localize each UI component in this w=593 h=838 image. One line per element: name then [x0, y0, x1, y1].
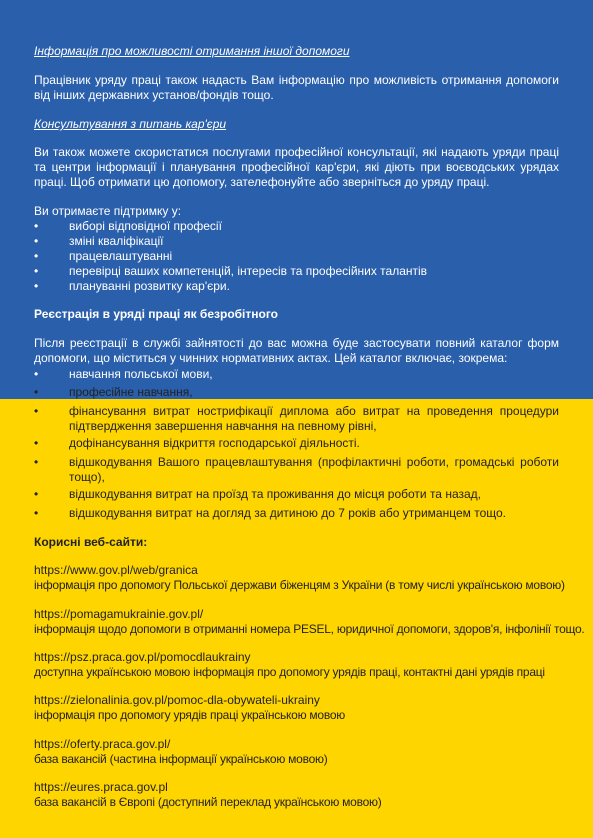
bullet-icon: •: [34, 506, 39, 520]
website-entry: [34, 780, 564, 810]
bullet-icon: •: [34, 455, 39, 469]
website-link[interactable]: https://pomagamukrainie.gov.pl/: [34, 607, 204, 621]
registration-text: Після реєстрації в службі зайнятості до вас можна буде застосувати повний каталог форм допомоги, що міститься у чинних нормативних актах. Цей каталог включає, зокрема:: [34, 336, 559, 365]
bullet-icon: •: [34, 385, 39, 399]
other-help-text: Працівник уряду праці також надасть Вам інформацію про можливість отримання допомоги від інших державних установ/фондів тощо.: [34, 73, 559, 102]
bullet-icon: •: [34, 234, 39, 248]
catalog-list-3: [34, 436, 559, 451]
list-item-text: відшкодування витрат на догляд за дитиною до 7 років або утриманцем тощо.: [69, 506, 507, 520]
support-list: [34, 219, 559, 294]
catalog-list-6: [34, 506, 559, 521]
career-heading: Консультування з питань кар'єри: [34, 117, 227, 131]
bullet-icon: •: [34, 249, 39, 263]
bullet-icon: •: [34, 279, 39, 293]
list-item-text: професійне навчання,: [69, 385, 193, 399]
list-item-text: перевірці ваших компетенцій, інтересів та професійних талантів: [69, 264, 428, 278]
list-item-text: фінансування витрат нострифікації диплома або витрат на проведення процедури підтвердження завершення навчання на певному рівні,: [69, 404, 559, 433]
catalog-list-5: [34, 487, 559, 502]
list-item: [34, 455, 559, 485]
career-text: Ви також можете скористатися послугами професійної консультації, які надають уряди праці та центри інформації і планування професійної кар'єри, які діють при воєводських урядах праці. Щоб отримати цю допомогу, зателефонуйте або зверніться до уряду праці.: [34, 145, 559, 189]
list-item-text: відшкодування витрат на проїзд та проживання до місця роботи та назад,: [69, 487, 481, 501]
website-entry: [34, 693, 564, 723]
list-item-text: виборі відповідної професії: [69, 219, 222, 233]
list-item: [34, 367, 559, 382]
list-item: [34, 385, 559, 400]
website-description: інформація щодо допомоги в отриманні номера PESEL, юридичної допомоги, здоров'я, інфолінії тощо.: [34, 622, 585, 636]
list-item-text: плануванні розвитку кар'єри.: [69, 279, 230, 293]
website-entry: [34, 737, 564, 767]
catalog-list-4: [34, 455, 559, 485]
website-description: інформація про допомогу урядів праці українською мовою: [34, 708, 346, 722]
website-link[interactable]: https://zielonalinia.gov.pl/pomoc-dla-obywateli-ukrainy: [34, 693, 320, 707]
website-entry: [34, 607, 585, 637]
list-item: [34, 219, 559, 234]
list-item: [34, 264, 559, 279]
list-item-text: зміні кваліфікації: [69, 234, 164, 248]
website-description: база вакансій (частина інформації українською мовою): [34, 752, 328, 766]
list-item: [34, 234, 559, 249]
bullet-icon: •: [34, 487, 39, 501]
list-item: [34, 436, 559, 451]
catalog-list-1: [34, 385, 559, 400]
website-entry: [34, 563, 564, 593]
website-link[interactable]: https://eures.praca.gov.pl: [34, 780, 168, 794]
list-item: [34, 506, 559, 521]
website-link[interactable]: https://oferty.praca.gov.pl/: [34, 737, 171, 751]
websites-heading: Корисні веб-сайти:: [34, 535, 148, 549]
list-item: [34, 404, 559, 434]
bullet-icon: •: [34, 404, 39, 418]
catalog-list-2: [34, 404, 559, 434]
list-item-text: дофінансування відкриття господарської діяльності.: [69, 436, 360, 450]
website-link[interactable]: https://psz.praca.gov.pl/pomocdlaukrainy: [34, 650, 251, 664]
list-item-text: працевлаштуванні: [69, 249, 173, 263]
list-item-text: відшкодування Вашого працевлаштування (профілактичні роботи, громадські роботи тощо),: [69, 455, 559, 484]
website-link[interactable]: https://www.gov.pl/web/granica: [34, 563, 198, 577]
registration-heading: Реєстрація в уряді праці як безробітного: [34, 307, 279, 321]
bullet-icon: •: [34, 367, 39, 381]
list-item-text: навчання польської мови,: [69, 367, 213, 381]
bullet-icon: •: [34, 264, 39, 278]
catalog-list-top: [34, 367, 559, 382]
bullet-icon: •: [34, 436, 39, 450]
list-item: [34, 249, 559, 264]
list-item: [34, 279, 559, 294]
website-description: база вакансій в Європі (доступний переклад українською мовою): [34, 795, 382, 809]
website-entry: [34, 650, 564, 680]
other-help-heading: Інформація про можливості отримання іншої допомоги: [34, 44, 350, 58]
bullet-icon: •: [34, 219, 39, 233]
website-description: доступна українською мовою інформація про допомогу урядів праці, контактні дані урядів праці: [34, 665, 545, 679]
support-intro: Ви отримаєте підтримку у:: [34, 204, 182, 218]
website-description: інформація про допомогу Польської держави біженцям з України (в тому числі українською мовою): [34, 578, 565, 592]
list-item: [34, 487, 559, 502]
